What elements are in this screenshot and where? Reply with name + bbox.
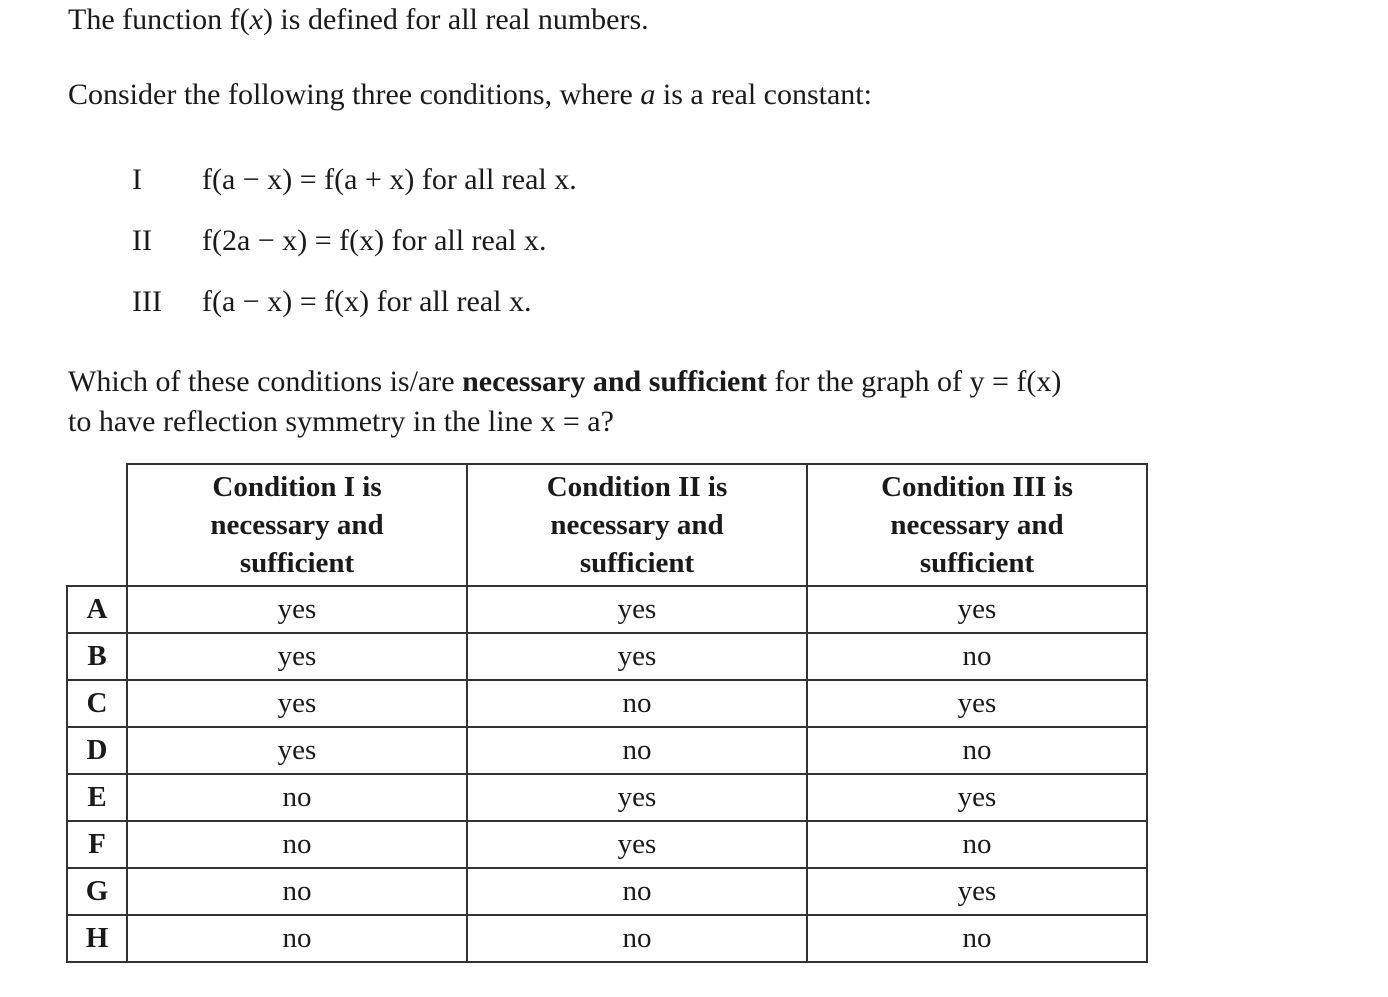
header-line: necessary and xyxy=(210,509,384,541)
condition-1 xyxy=(132,160,577,200)
table-row-f xyxy=(67,821,1147,868)
condition-3 xyxy=(132,282,532,322)
option-value: yes xyxy=(127,680,467,727)
header-line: Condition I is xyxy=(212,471,382,503)
condition-2 xyxy=(132,221,547,261)
table-row-h xyxy=(67,915,1147,962)
table-row-c xyxy=(67,680,1147,727)
table-row-a xyxy=(67,586,1147,633)
option-value: no xyxy=(127,915,467,962)
question-part-1: Which of these conditions is/are xyxy=(68,365,463,398)
option-value: yes xyxy=(807,774,1147,821)
intro-suffix: ) is defined for all real numbers. xyxy=(262,3,649,36)
option-value: yes xyxy=(127,633,467,680)
option-value: no xyxy=(467,868,807,915)
table-row-e xyxy=(67,774,1147,821)
option-value: yes xyxy=(467,774,807,821)
option-letter: F xyxy=(67,821,127,868)
intro-text xyxy=(68,0,649,40)
condition-3-numeral: III xyxy=(132,285,162,318)
header-line: sufficient xyxy=(239,547,355,579)
option-value: no xyxy=(807,727,1147,774)
header-line: sufficient xyxy=(919,547,1035,579)
header-line: necessary and xyxy=(550,509,724,541)
consider-variable: a xyxy=(640,78,656,111)
header-line: Condition III is xyxy=(881,471,1073,503)
table-header-row xyxy=(67,464,1147,586)
option-value: no xyxy=(467,915,807,962)
option-value: no xyxy=(807,915,1147,962)
option-value: yes xyxy=(807,586,1147,633)
header-condition-2 xyxy=(467,464,807,586)
option-value: yes xyxy=(467,633,807,680)
table-corner-cell xyxy=(67,464,127,586)
condition-1-numeral: I xyxy=(132,163,142,196)
option-value: yes xyxy=(467,821,807,868)
question-line-1 xyxy=(68,362,1061,402)
intro-prefix: The function f( xyxy=(68,3,250,36)
option-letter: G xyxy=(67,868,127,915)
option-letter: D xyxy=(67,727,127,774)
option-letter: H xyxy=(67,915,127,962)
option-value: yes xyxy=(127,586,467,633)
option-letter: E xyxy=(67,774,127,821)
options-table xyxy=(66,463,1148,963)
condition-2-text: f(2a − x) = f(x) for all real x. xyxy=(202,224,547,257)
option-value: yes xyxy=(807,680,1147,727)
option-value: yes xyxy=(467,586,807,633)
condition-1-text: f(a − x) = f(a + x) for all real x. xyxy=(202,163,577,196)
table-row-d xyxy=(67,727,1147,774)
table-row-g xyxy=(67,868,1147,915)
header-line: necessary and xyxy=(890,509,1064,541)
option-value: no xyxy=(467,680,807,727)
condition-2-numeral: II xyxy=(132,224,152,257)
header-condition-1 xyxy=(127,464,467,586)
question-emphasis: necessary and sufficient xyxy=(462,365,768,398)
table-row-b xyxy=(67,633,1147,680)
consider-suffix: is a real constant: xyxy=(655,78,872,111)
question-part-2: for the graph of y = f(x) xyxy=(767,365,1062,398)
header-line: Condition II is xyxy=(546,471,728,503)
option-value: yes xyxy=(127,727,467,774)
option-letter: B xyxy=(67,633,127,680)
option-value: no xyxy=(127,868,467,915)
condition-3-text: f(a − x) = f(x) for all real x. xyxy=(202,285,532,318)
option-value: yes xyxy=(807,868,1147,915)
intro-variable: x xyxy=(249,3,263,36)
option-value: no xyxy=(127,774,467,821)
option-letter: C xyxy=(67,680,127,727)
question-line-2: to have reflection symmetry in the line x = a? xyxy=(68,405,614,438)
option-letter: A xyxy=(67,586,127,633)
option-value: no xyxy=(807,633,1147,680)
header-line: sufficient xyxy=(579,547,695,579)
header-condition-3 xyxy=(807,464,1147,586)
question-text xyxy=(68,362,1061,442)
option-value: no xyxy=(467,727,807,774)
consider-prefix: Consider the following three conditions, where xyxy=(68,78,641,111)
option-value: no xyxy=(127,821,467,868)
consider-text xyxy=(68,75,872,115)
option-value: no xyxy=(807,821,1147,868)
